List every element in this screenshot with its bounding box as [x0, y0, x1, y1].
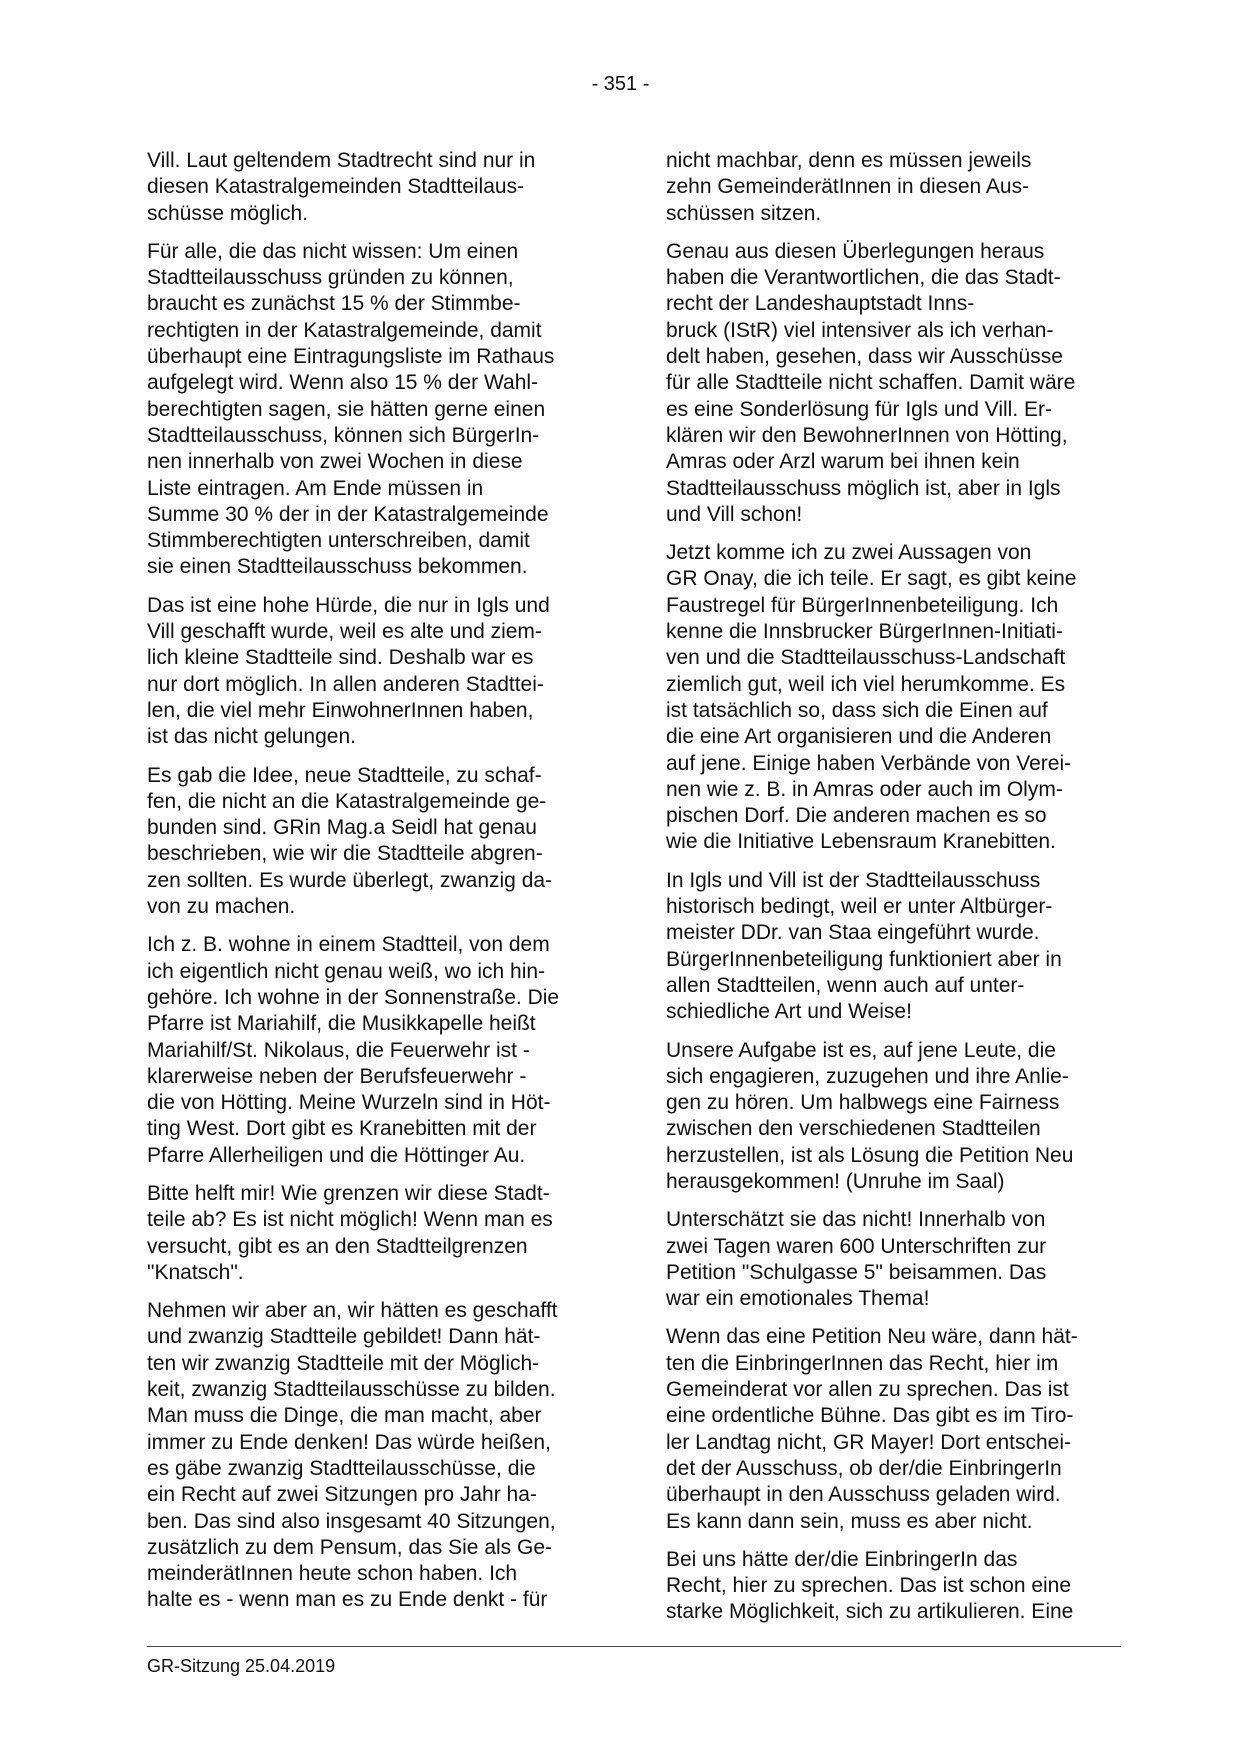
paragraph: Unterschätzt sie das nicht! Innerhalb von zwei Tagen waren 600 Unterschriften zur Petition "Schulgasse 5" beisammen. Das war ein emotionales Thema! — [666, 1208, 1047, 1311]
footer-session-date: GR-Sitzung 25.04.2019 — [147, 1656, 336, 1676]
right-column — [666, 148, 1124, 1638]
paragraph: Genau aus diesen Überlegungen heraus haben die Verantwortlichen, die das Stadt- recht der Landeshauptstadt Inns- bruck (IStR) viel intensiver als ich verhan- delt haben, gesehen, dass wir Ausschüsse für alle Stadtteile nicht schaffen. Damit wäre es eine Sonderlösung für Igls und Vill. Er- klären wir den BewohnerInnen von Hötting, Amras oder Arzl warum bei ihnen kein Stadtteilausschuss möglich ist, aber in Igls und Vill schon! — [666, 239, 1076, 526]
paragraph: Unsere Aufgabe ist es, auf jene Leute, die sich engagieren, zuzugehen und ihre Anlie- gen zu hören. Um halbwegs eine Fairness zwischen den verschiedenen Stadtteilen herzustellen, ist als Lösung die Petition Neu herausgekommen! (Unruhe im Saal) — [666, 1038, 1074, 1193]
paragraph: Bitte helft mir! Wie grenzen wir diese Stadt- teile ab? Es ist nicht möglich! Wenn man es versucht, gibt es an den Stadtteilgrenzen "Knatsch". — [147, 1181, 553, 1284]
paragraph: Das ist eine hohe Hürde, die nur in Igls und Vill geschafft wurde, weil es alte und ziem- lich kleine Stadtteile sind. Deshalb war es nur dort möglich. In allen anderen Stadttei- len, die viel mehr EinwohnerInnen haben, ist das nicht gelungen. — [147, 593, 550, 749]
paragraph: Es gab die Idee, neue Stadtteile, zu schaf- fen, die nicht an die Katastralgemeinde ge- bunden sind. GRin Mag.a Seidl hat genau beschrieben, wie wir die Stadtteile abgren- zen sollten. Es wurde überlegt, zwanzig da- von zu machen. — [147, 763, 553, 919]
paragraph: Wenn das eine Petition Neu wäre, dann hät- ten die EinbringerInnen das Recht, hier im Gemeinderat vor allen zu sprechen. Das ist eine ordentliche Bühne. Das gibt es im Tiro- ler Landtag nicht, GR Mayer! Dort entschei- det der Ausschuss, ob der/die EinbringerIn überhaupt in den Ausschuss geladen wird. Es kann dann sein, muss es aber nicht. — [666, 1325, 1078, 1533]
left-column — [147, 148, 587, 1626]
footer-divider — [147, 1646, 1121, 1647]
paragraph: Jetzt komme ich zu zwei Aussagen von GR Onay, die ich teile. Er sagt, es gibt keine Faustregel für BürgerInnenbeteiligung. Ich kenne die Innsbrucker BürgerInnen-Initiati- ven und die Stadtteilausschuss-Landschaft ziemlich gut, weil ich viel herumkomme. Es ist tatsächlich so, dass sich die Einen auf die eine Art organisieren und die Anderen auf jene. Einige haben Verbände von Verei- nen wie z. B. in Amras oder auch im Olym- pischen Dorf. Die anderen machen es so wie die Initiative Lebensraum Kranebitten. — [666, 541, 1077, 854]
paragraph: nicht machbar, denn es müssen jeweils zehn GemeinderätInnen in diesen Aus- schüssen sitzen. — [666, 149, 1032, 225]
paragraph: Bei uns hätte der/die EinbringerIn das Recht, hier zu sprechen. Das ist schon eine starke Möglichkeit, sich zu artikulieren. Eine — [666, 1547, 1074, 1624]
paragraph: Ich z. B. wohne in einem Stadtteil, von dem ich eigentlich nicht genau weiß, wo ich hin- gehöre. Ich wohne in der Sonnenstraße. Die Pfarre ist Mariahilf, die Musikkapelle heißt Mariahilf/St. Nikolaus, die Feuerwehr ist - klarerweise neben der Berufsfeuerwehr - die von Hötting. Meine Wurzeln sind in Höt- ting West. Dort gibt es Kranebitten mit der Pfarre Allerheiligen und die Höttinger Au. — [147, 933, 560, 1167]
paragraph: Für alle, die das nicht wissen: Um einen Stadtteilausschuss gründen zu können, braucht es zunächst 15 % der Stimmbe- rechtigten in der Katastralgemeinde, damit überhaupt eine Eintragungsliste im Rathaus aufgelegt wird. Wenn also 15 % der Wahl- berechtigten sagen, sie hätten gerne einen Stadtteilausschuss, können sich BürgerIn- nen innerhalb von zwei Wochen in diese Liste eintragen. Am Ende müssen in Summe 30 % der in der Katastralgemeinde Stimmberechtigten unterschreiben, damit sie einen Stadtteilausschuss bekommen. — [147, 239, 555, 579]
paragraph: Vill. Laut geltendem Stadtrecht sind nur in diesen Katastralgemeinden Stadtteilaus- schüsse möglich. — [147, 149, 536, 225]
paragraph: In Igls und Vill ist der Stadtteilausschuss historisch bedingt, weil er unter Altbürger- meister DDr. van Staa eingeführt wurde. BürgerInnenbeteiligung funktioniert aber in allen Stadtteilen, wenn auch auf unter- schiedliche Art und Weise! — [666, 868, 1062, 1024]
page-number: - 351 - — [591, 73, 650, 95]
paragraph: Nehmen wir aber an, wir hätten es geschafft und zwanzig Stadtteile gebildet! Dann hät- ten wir zwanzig Stadtteile mit der Möglich- keit, zwanzig Stadtteilausschüsse zu bilden. Man muss die Dinge, die man macht, aber immer zu Ende denken! Das würde heißen, es gäbe zwanzig Stadtteilausschüsse, die ein Recht auf zwei Sitzungen pro Jahr ha- ben. Das sind also insgesamt 40 Sitzungen, zusätzlich zu dem Pensum, das Sie als Ge- meinderätInnen heute schon haben. Ich halte es - wenn man es zu Ende denkt - für — [147, 1299, 558, 1612]
